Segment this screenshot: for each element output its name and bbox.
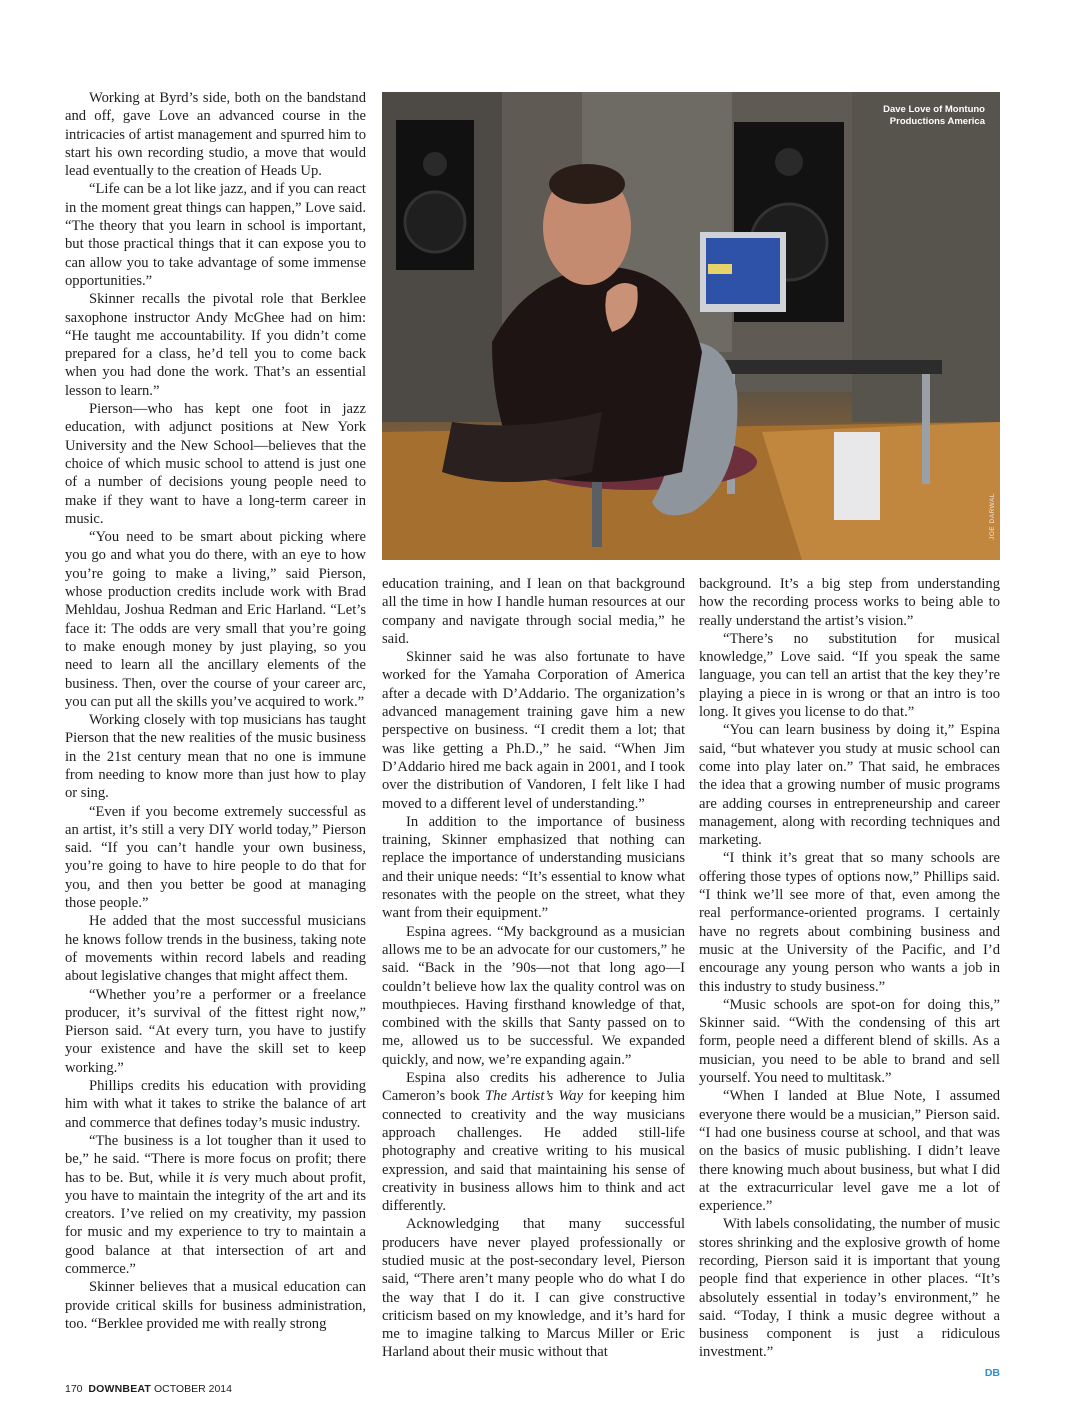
photo-caption: [825, 104, 985, 127]
paragraph: “When I landed at Blue Note, I assumed everyone there would be a musician,” Pierson said. “I had one business course at school, and that was on the basics of music publishing. I didn’t leave there knowing much about business, but what I did at the extracurricular level gave me a lot of experience.”: [699, 1088, 1000, 1215]
end-mark: DB: [984, 1366, 1000, 1379]
text-run: for keeping him connected to creativity and the way musicians approach challenges. He added still-life photography and creative writing to his musical expression, and said that maintaining his sense of creativity in business allows him to think and act differently.: [382, 1088, 685, 1215]
caption-line: Productions America: [889, 115, 985, 127]
photo-illustration: [382, 92, 1000, 560]
paragraph: “Whether you’re a performer or a freelance producer, it’s survival of the fittest right now,” Pierson said. “At every turn, you have to justify your existence and have the skill set to keep working.”: [65, 986, 366, 1076]
paragraph: “Even if you become extremely successful as an artist, it’s still a very DIY world today,” Pierson said. “If you can’t handle your own business, you’re going to have to hire people to do that for you, and then you better be good at managing those people.”: [65, 803, 366, 912]
paragraph: Phillips credits his education with providing him with what it takes to strike the balance of art and commerce that defines today’s music industry.: [65, 1078, 366, 1131]
studio-photo: [382, 92, 1000, 560]
paragraph: In addition to the importance of business training, Skinner emphasized that nothing can replace the importance of understanding musicians and their unique needs: “It’s essential to know what resonates with the people on the street, what they want from their equipment.”: [382, 813, 685, 922]
article-column-3: [699, 575, 1000, 1382]
paragraph: [382, 1069, 685, 1215]
paragraph: [65, 1132, 366, 1278]
page-number: 170: [65, 1383, 83, 1395]
issue-date: OCTOBER 2014: [153, 1383, 232, 1395]
paragraph: Skinner believes that a musical education can provide critical skills for business administration, too. “Berklee provided me with really strong: [65, 1279, 366, 1332]
paragraph: Pierson—who has kept one foot in jazz education, with adjunct positions at New York University and the New School—believes that the choice of which music school to attend is just one of a number of decisions young people need to make if they want to have a long-term career in music.: [65, 401, 366, 527]
book-title: The Artist’s Way: [485, 1088, 584, 1105]
caption-line: Dave Love of Montuno: [883, 104, 985, 115]
paragraph: background. It’s a big step from understanding how the recording process works to being able to really understand the artist’s vision.”: [699, 576, 1000, 629]
paragraph: Acknowledging that many successful producers have never played professionally or studied music at the post-secondary level, Pierson said, “There aren’t many people who do what I do the way that I do it. I can give constructive criticism based on my knowledge, and it’s hard for me to imagine talking to Marcus Miller or Eric Harland about their music without that: [382, 1216, 685, 1361]
paragraph: education training, and I lean on that background all the time in how I handle human resources at our company and navigate through social media,” he said.: [382, 576, 685, 647]
paragraph: Skinner recalls the pivotal role that Berklee saxophone instructor Andy McGhee had on him: “He taught me accountability. If you didn’t come prepared for a class, he’d tell you to come back when you had done the work. That’s an essential lesson to learn.”: [65, 291, 366, 399]
page-footer: [65, 1383, 232, 1395]
paragraph: “You need to be smart about picking where you go and what you do there, with an eye to how you’re going to make a living,” said Pierson, whose production credits include work with Brad Mehldau, Joshua Redman and Eric Harland. “Let’s face it: The odds are very small that you’re going to make enough money by just playing, so you need to learn all the ancillary elements of the business. Then, over the course of your career arc, you can put all the skills you’ve acquired to work.”: [65, 529, 366, 710]
paragraph: “Music schools are spot-on for doing this,” Skinner said. “With the condensing of this art form, people need a different blend of skills. As a musician, you need to be able to brand and sell yourself. You need to multitask.”: [699, 996, 1000, 1087]
paragraph: Espina agrees. “My background as a musician allows me to be an advocate for our customers,” he said. “Back in the ’90s—not that long ago—I couldn’t believe how lax the quality control was on mouthpieces. Having firsthand knowledge of that, combined with the skills that Santy passed on to me, allowed us to be successful. We expanded quickly, and now, we’re expanding again.”: [382, 923, 685, 1068]
text-run: Espina also credits his adherence to Julia Cameron’s book: [382, 1070, 685, 1105]
paragraph: “There’s no substitution for musical knowledge,” Love said. “If you speak the same language, you can tell an artist that the key they’re playing a piece in is wrong or that an intro is too long. It gives you license to do that.”: [699, 630, 1000, 721]
paragraph: Working closely with top musicians has taught Pierson that the new realities of the music business in the 21st century mean that no one is immune from needing to know more than just how to play or sing.: [65, 712, 366, 802]
paragraph: Working at Byrd’s side, both on the bandstand and off, gave Love an advanced course in the intricacies of artist management and spurred him to start his own recording studio, a move that would lead eventually to the creation of Heads Up.: [65, 90, 366, 180]
text-run: very much about profit, you have to maintain the integrity of the art and its creators. I’ve relied on my creativity, my passion for music and my experience to try to maintain a good balance at that intersection of art and commerce.”: [65, 1169, 366, 1277]
paragraph: “You can learn business by doing it,” Espina said, “but whatever you study at music school can come into play later on.” That said, he embraces the idea that a growing number of music programs are adding courses in entrepreneurship and career management, along with recording techniques and marketing.: [699, 722, 1000, 849]
paragraph: Skinner said he was also fortunate to have worked for the Yamaha Corporation of America after a decade with D’Addario. The organization’s advanced management training gave him a new perspective on business. “I credit them a lot; that was like getting a Ph.D.,” he said. “When Jim D’Addario hired me back again in 2001, and I took over the distribution of Vandoren, I felt like I had moved to a different level of understanding.”: [382, 649, 685, 812]
photo-credit: JOE DARWAL: [989, 493, 996, 540]
paragraph: With labels consolidating, the number of music stores shrinking and the explosive growth of home recording, Pierson said it is important that young people find that experience in other places. “It’s absolutely essential in today’s environment,” he said. “Today, I think a music degree without a business component is just a ridiculous investment.”: [699, 1216, 1000, 1361]
magazine-name: DOWNBEAT: [88, 1383, 152, 1395]
text-run: “The business is a lot tougher than it used to be,” he said. “There is more focus on profit; there has to be. But, while it: [65, 1132, 366, 1186]
article-column-2: [382, 575, 685, 1362]
paragraph: “I think it’s great that so many schools are offering those types of options now,” Phillips said. “I think we’ll see more of that, even among the real performance-oriented programs. I certainly have no regrets about combining business and music at the University of the Pacific, and I’d encourage any young person who wants a job in this industry to study business.”: [699, 850, 1000, 995]
emphasis: is: [209, 1169, 219, 1186]
article-column-1: [65, 89, 366, 1333]
paragraph: “Life can be a lot like jazz, and if you can react in the moment great things can happen,” Love said. “The theory that you learn in school is important, but those practical things that it can expose you to can allow you to take advantage of some immense opportunities.”: [65, 181, 366, 289]
paragraph: He added that the most successful musicians he knows follow trends in the business, taking note of movements within record labels and reading about legislative changes that might affect them.: [65, 913, 366, 985]
